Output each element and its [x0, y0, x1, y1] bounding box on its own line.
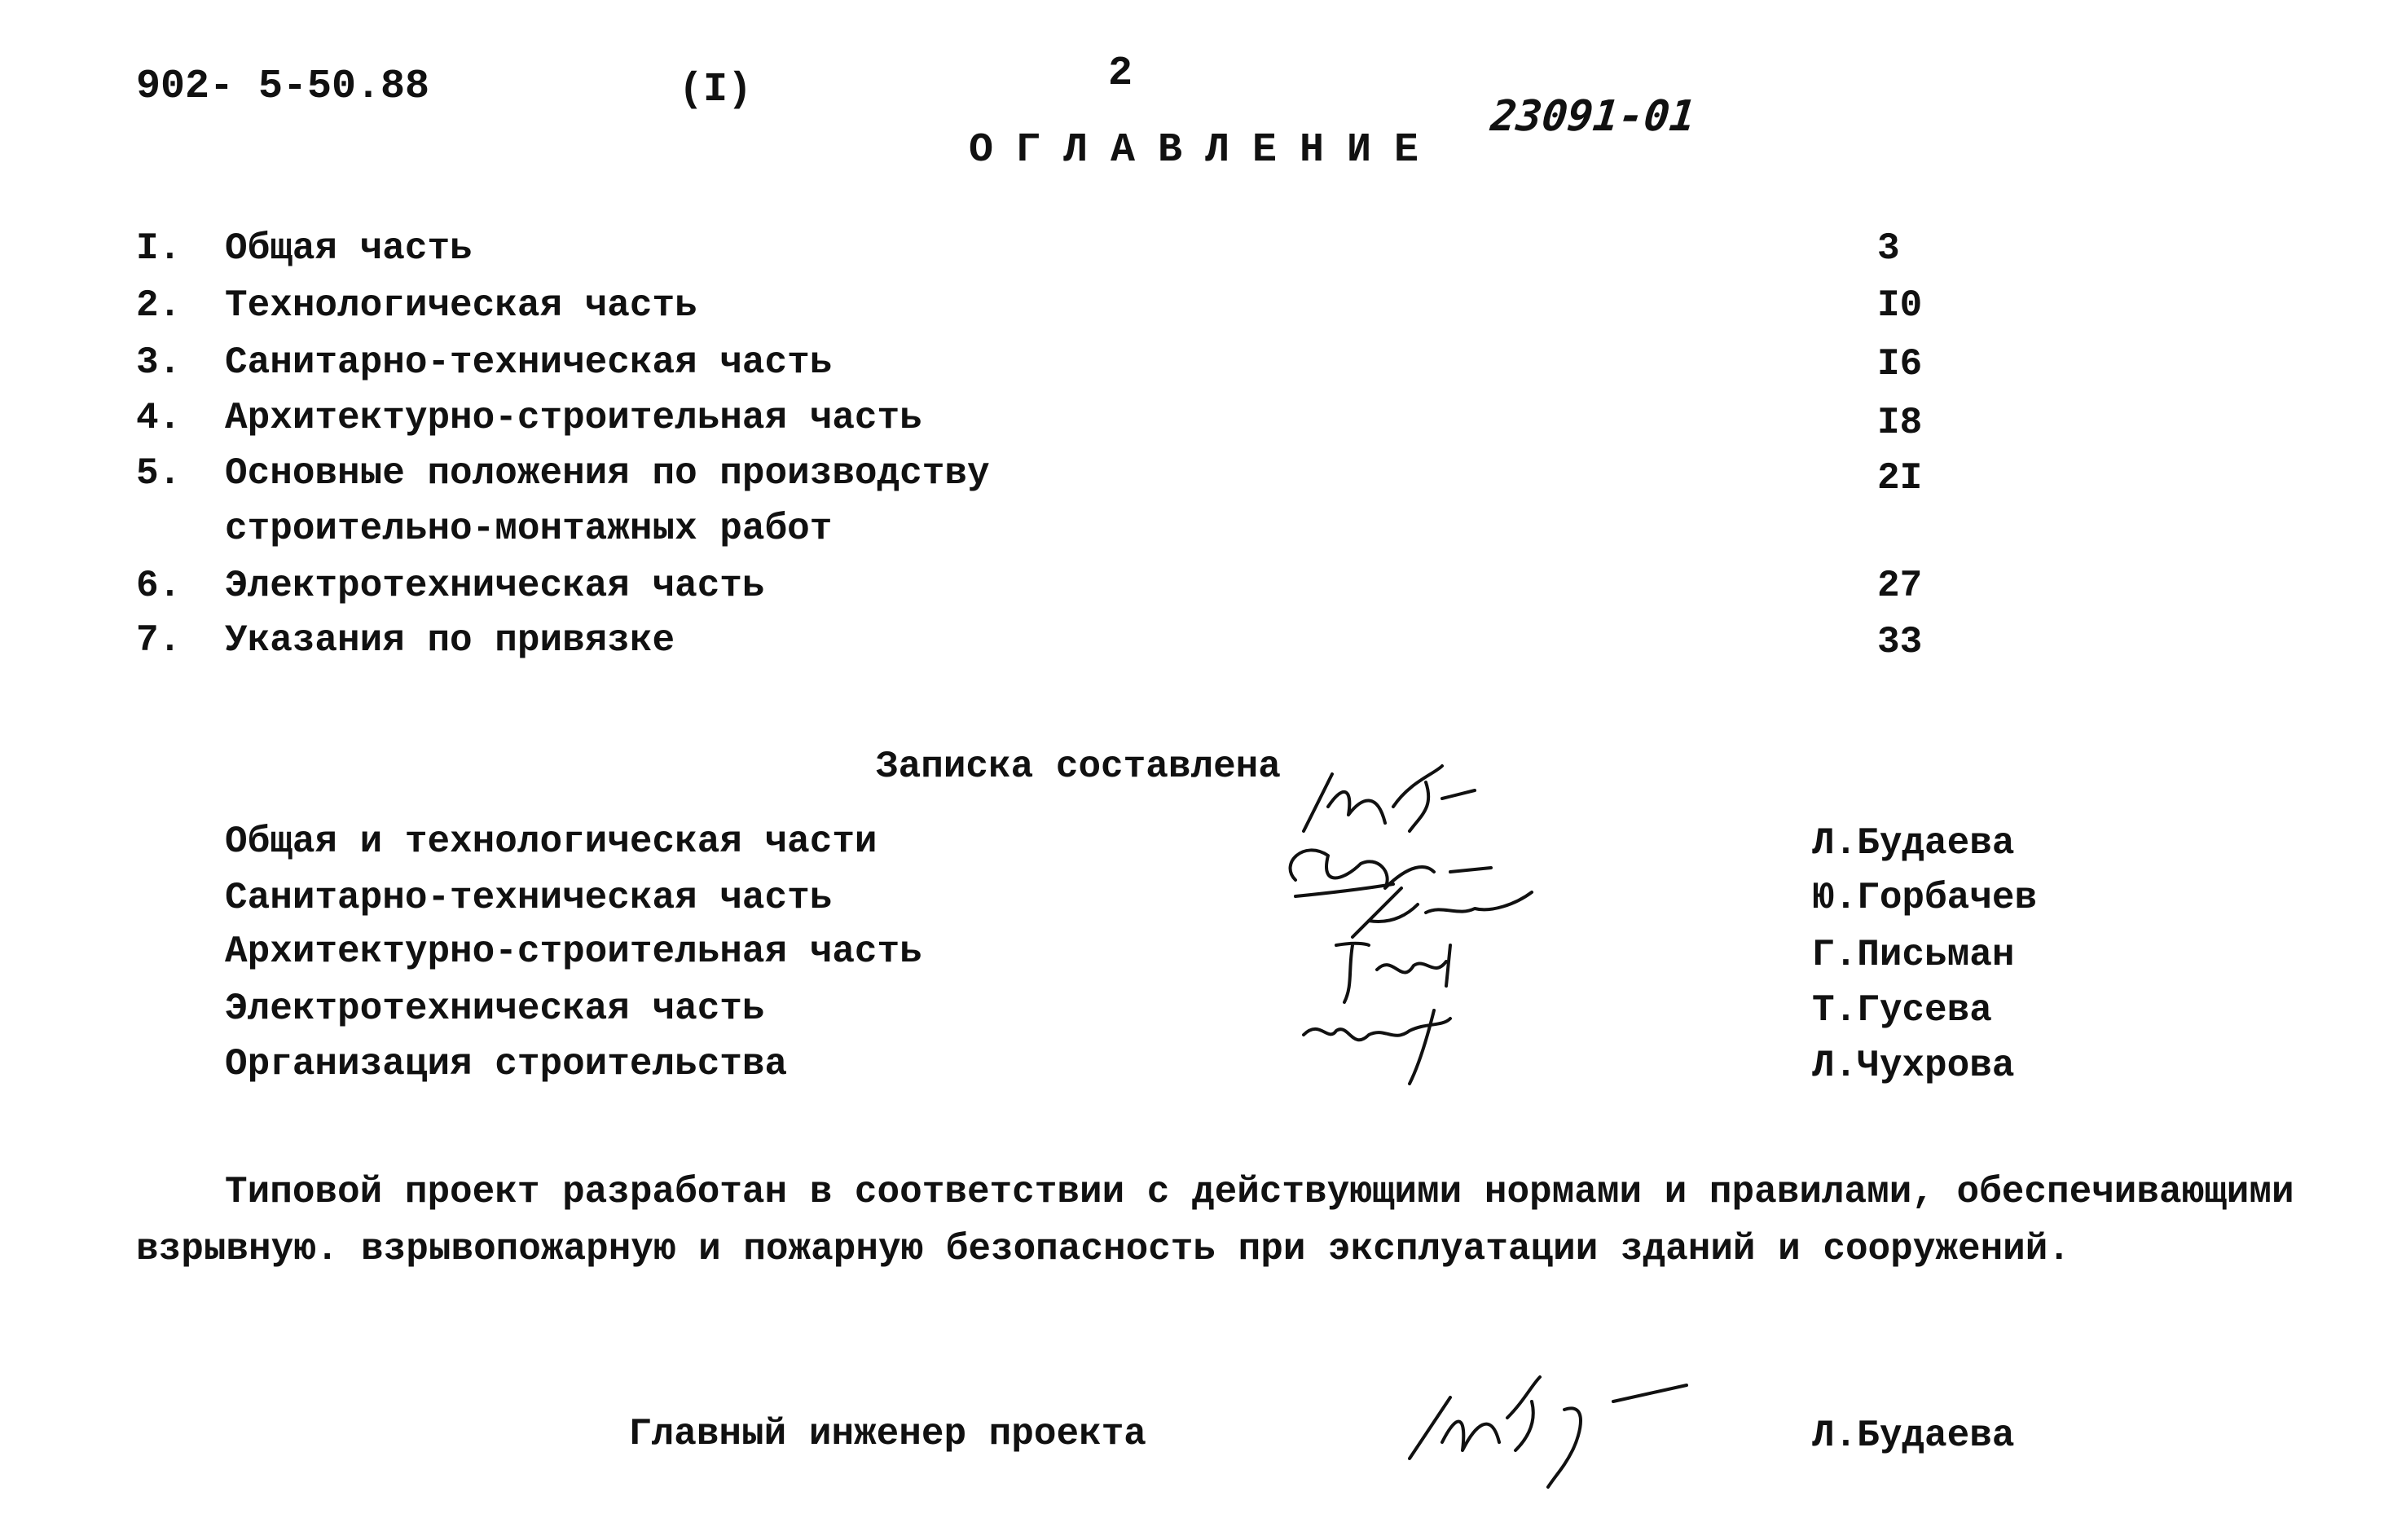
chief-engineer-name: Л.Будаева	[1812, 1415, 2015, 1457]
volume-number: (I)	[679, 67, 753, 113]
page-title: ОГЛАВЛЕНИЕ	[969, 127, 1442, 174]
toc-num: 7.	[136, 619, 182, 662]
author-name: Г.Письман	[1812, 934, 2015, 976]
toc-title: Технологическая часть	[225, 284, 697, 327]
toc-num: 6.	[136, 565, 182, 607]
toc-num: 2.	[136, 284, 182, 327]
author-part: Общая и технологическая части	[225, 821, 878, 863]
toc-title-continued: строительно-монтажных работ	[225, 508, 833, 550]
toc-page: 27	[1877, 565, 1923, 607]
toc-page: 33	[1877, 621, 1923, 663]
author-part: Электротехническая часть	[225, 988, 765, 1030]
toc-title: Основные положения по производству	[225, 452, 990, 495]
author-name: Л.Чухрова	[1812, 1045, 2015, 1087]
toc-page: I8	[1877, 402, 1923, 444]
author-part: Санитарно-техническая часть	[225, 877, 833, 919]
author-part: Организация строительства	[225, 1043, 788, 1085]
doc-code: 902- 5-50.88	[136, 64, 430, 110]
toc-num: 4.	[136, 397, 182, 439]
toc-title: Архитектурно-строительная часть	[225, 397, 922, 439]
inventory-number: 23091-01	[1488, 92, 1698, 141]
toc-num: I.	[136, 227, 182, 270]
handwritten-signatures	[1271, 750, 1581, 1100]
toc-num: 3.	[136, 341, 182, 384]
toc-page: 3	[1877, 227, 1900, 270]
chief-engineer-signature	[1393, 1353, 1703, 1499]
toc-title: Электротехническая часть	[225, 565, 765, 607]
toc-page: I0	[1877, 284, 1923, 327]
toc-page: I6	[1877, 343, 1923, 385]
author-name: Ю.Горбачев	[1812, 877, 2038, 919]
author-name: Л.Будаева	[1812, 822, 2015, 865]
author-name: Т.Гусева	[1812, 989, 1992, 1032]
author-part: Архитектурно-строительная часть	[225, 931, 922, 973]
toc-page: 2I	[1877, 457, 1923, 499]
toc-title: Общая часть	[225, 227, 473, 270]
note-line-2: взрывную. взрывопожарную и пожарную безопасность при эксплуатации зданий и сооружений.	[136, 1228, 2070, 1270]
chief-engineer-label: Главный инженер проекта	[629, 1413, 1146, 1455]
authors-heading: Записка составлена	[876, 746, 1281, 788]
toc-title: Указания по привязке	[225, 619, 675, 662]
toc-title: Санитарно-техническая часть	[225, 341, 833, 384]
toc-num: 5.	[136, 452, 182, 495]
note-line-1: Типовой проект разработан в соответствии с действующими нормами и правилами, обеспечивающими	[225, 1171, 2294, 1213]
page-number: 2	[1108, 51, 1133, 97]
